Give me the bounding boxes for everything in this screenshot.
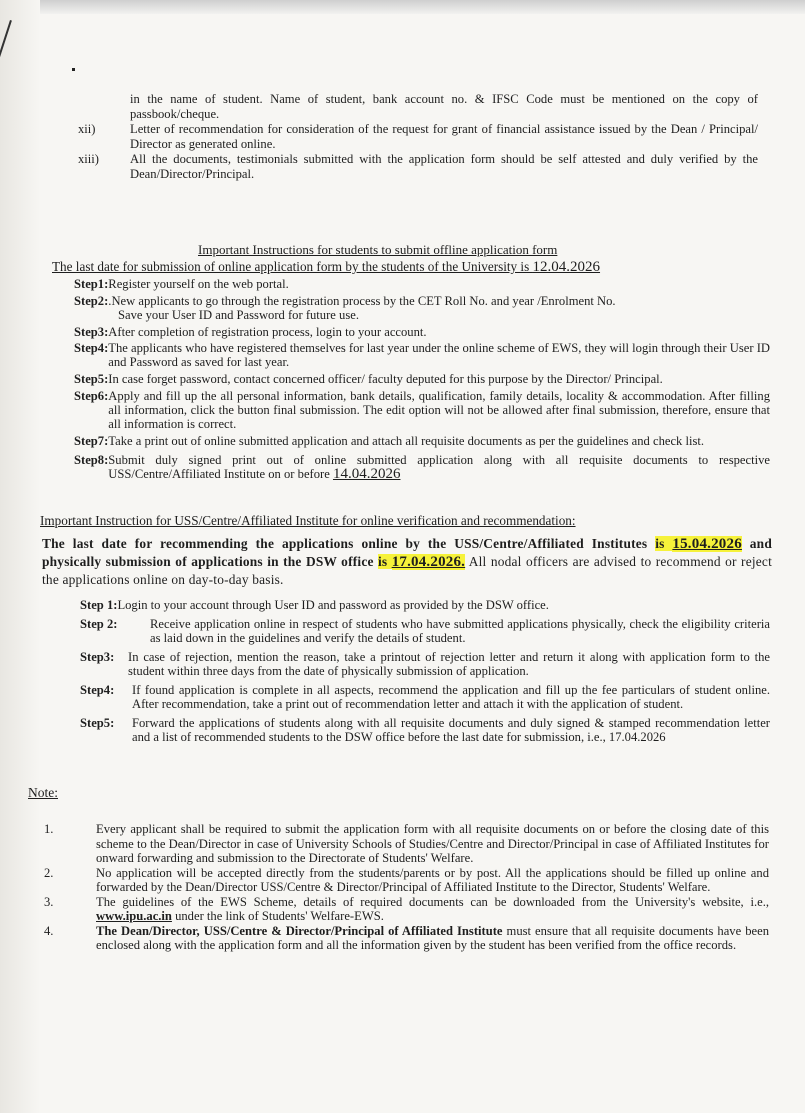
step-item: Step4: If found application is complete in all aspects, recommend the application and fill up the fee particulars of student online. After recommendation, take a print out of recommendation letter and attach it with the application of student.: [80, 682, 770, 711]
note-item: 2. No application will be accepted directly from the students/parents or by post. All the applications should be filled up online and forwarded by the Dean/Director USS/Centre & Director/Principal of Affiliated Institute to the Director, Students' Welfare.: [44, 865, 769, 894]
scan-shadow: [0, 0, 805, 14]
physical-submission-deadline: 17.04.2026.: [391, 554, 466, 570]
step-item: Step5: In case forget password, contact concerned officer/ faculty deputed for this purpose by the Director/ Principal.: [74, 372, 663, 386]
institute-last-date-paragraph: The last date for recommending the applications online by the USS/Centre/Affiliated Institutes is 15.04.2026 and physically submission of applications in the DSW office is 17.04.2026. All nodal officers are advised to recommend or reject the applications online on day-to-day basis.: [42, 536, 772, 587]
list-item: xii) Letter of recommendation for consideration of the request for grant of financial assistance issued by the Dean / Principal/ Director as generated online.: [78, 122, 758, 151]
step-item: Step7: Take a print out of online submitted application and attach all requisite documents as per the guidelines and check list.: [74, 434, 705, 448]
step-item: Step3: After completion of registration process, login to your account.: [74, 325, 427, 339]
recommendation-deadline: 15.04.2026: [672, 536, 742, 552]
step-item: Step4: The applicants who have registered themselves for last year under the online scheme of EWS, they will login through their User ID and Password as saved for last year.: [74, 341, 770, 369]
step-item: Step6: Apply and fill up the all personal information, bank details, qualification, family details, locality & accommodation. After filling all information, click the button final submission. The edit option will not be allowed after final submission, therefore, ensure that all information is correct.: [74, 389, 770, 431]
notes-list: [44, 822, 769, 953]
submission-deadline: 14.04.2026: [332, 466, 401, 482]
students-section-heading: Important Instructions for students to submit offline application form: [198, 242, 558, 257]
institute-section-heading: Important Instruction for USS/Centre/Affiliated Institute for online verification and recommendation:: [40, 513, 576, 528]
step-item: Step8: Submit duly signed print out of online submitted application along with all requisite documents to respective USS/Centre/Affiliated Institute on or before 14.04.2026: [74, 453, 770, 482]
step-item: Step1: Register yourself on the web portal.: [74, 277, 289, 291]
scan-edge: [0, 0, 40, 1113]
top-list: [78, 92, 758, 182]
university-website-link[interactable]: www.ipu.ac.in: [96, 909, 172, 923]
students-steps: [74, 277, 770, 481]
ink-dot: [72, 68, 75, 71]
list-item-text: All the documents, testimonials submitted with the application form should be self attested and duly verified by the Dean/Director/Principal.: [130, 152, 758, 181]
note-item: 1. Every applicant shall be required to submit the application form with all requisite documents on or before the closing date of this scheme to the Dean/Director in case of University Schools of Studies/Centre and Director/Principal in case of Affiliated Institutes for onward forwarding and submission to the Directorate of Students' Welfare.: [44, 822, 769, 865]
institute-steps: [80, 598, 770, 745]
note-heading: Note:: [28, 785, 58, 800]
list-item-text: Letter of recommendation for consideration of the request for grant of financial assistance issued by the Dean / Principal/ Director as generated online.: [130, 122, 758, 151]
students-last-date: The last date for submission of online application form by the students of the University is 12.04.2026: [52, 259, 601, 275]
list-item-text: in the name of student. Name of student, bank account no. & IFSC Code must be mentioned on the copy of passbook/cheque.: [130, 92, 758, 121]
note-item: 4. The Dean/Director, USS/Centre & Director/Principal of Affiliated Institute must ensure that all requisite documents have been enclosed along with the application form and all the information given by the student has been verified from the office records.: [44, 923, 769, 952]
step-item: Step3: In case of rejection, mention the reason, take a printout of rejection letter and return it along with application form to the student within three days from the date of physically submission of application.: [80, 649, 770, 678]
step-item: Step5: Forward the applications of students along with all requisite documents and duly signed & stamped recommendation letter and a list of recommended students to the DSW office before the last date for submission, i.e., 17.04.2026: [80, 715, 770, 744]
list-item: xiii) All the documents, testimonials submitted with the application form should be self attested and duly verified by the Dean/Director/Principal.: [78, 152, 758, 181]
list-item: [78, 92, 758, 122]
step-item: Step 2: Receive application online in respect of students who have submitted applications physically, check the eligibility criteria as laid down in the guidelines and verify the details of student.: [80, 616, 770, 645]
last-date-students: 12.04.2026: [532, 259, 601, 275]
note-item: 3. The guidelines of the EWS Scheme, details of required documents can be downloaded from the University's website, i.e., www.ipu.ac.in under the link of Students' Welfare-EWS.: [44, 894, 769, 923]
step-item: Step 1: Login to your account through User ID and password as provided by the DSW office.: [80, 598, 549, 612]
step-item: Step2:.New applicants to go through the registration process by the CET Roll No. and year /Enrolment No. Save your User ID and Password for future use.: [74, 294, 616, 322]
